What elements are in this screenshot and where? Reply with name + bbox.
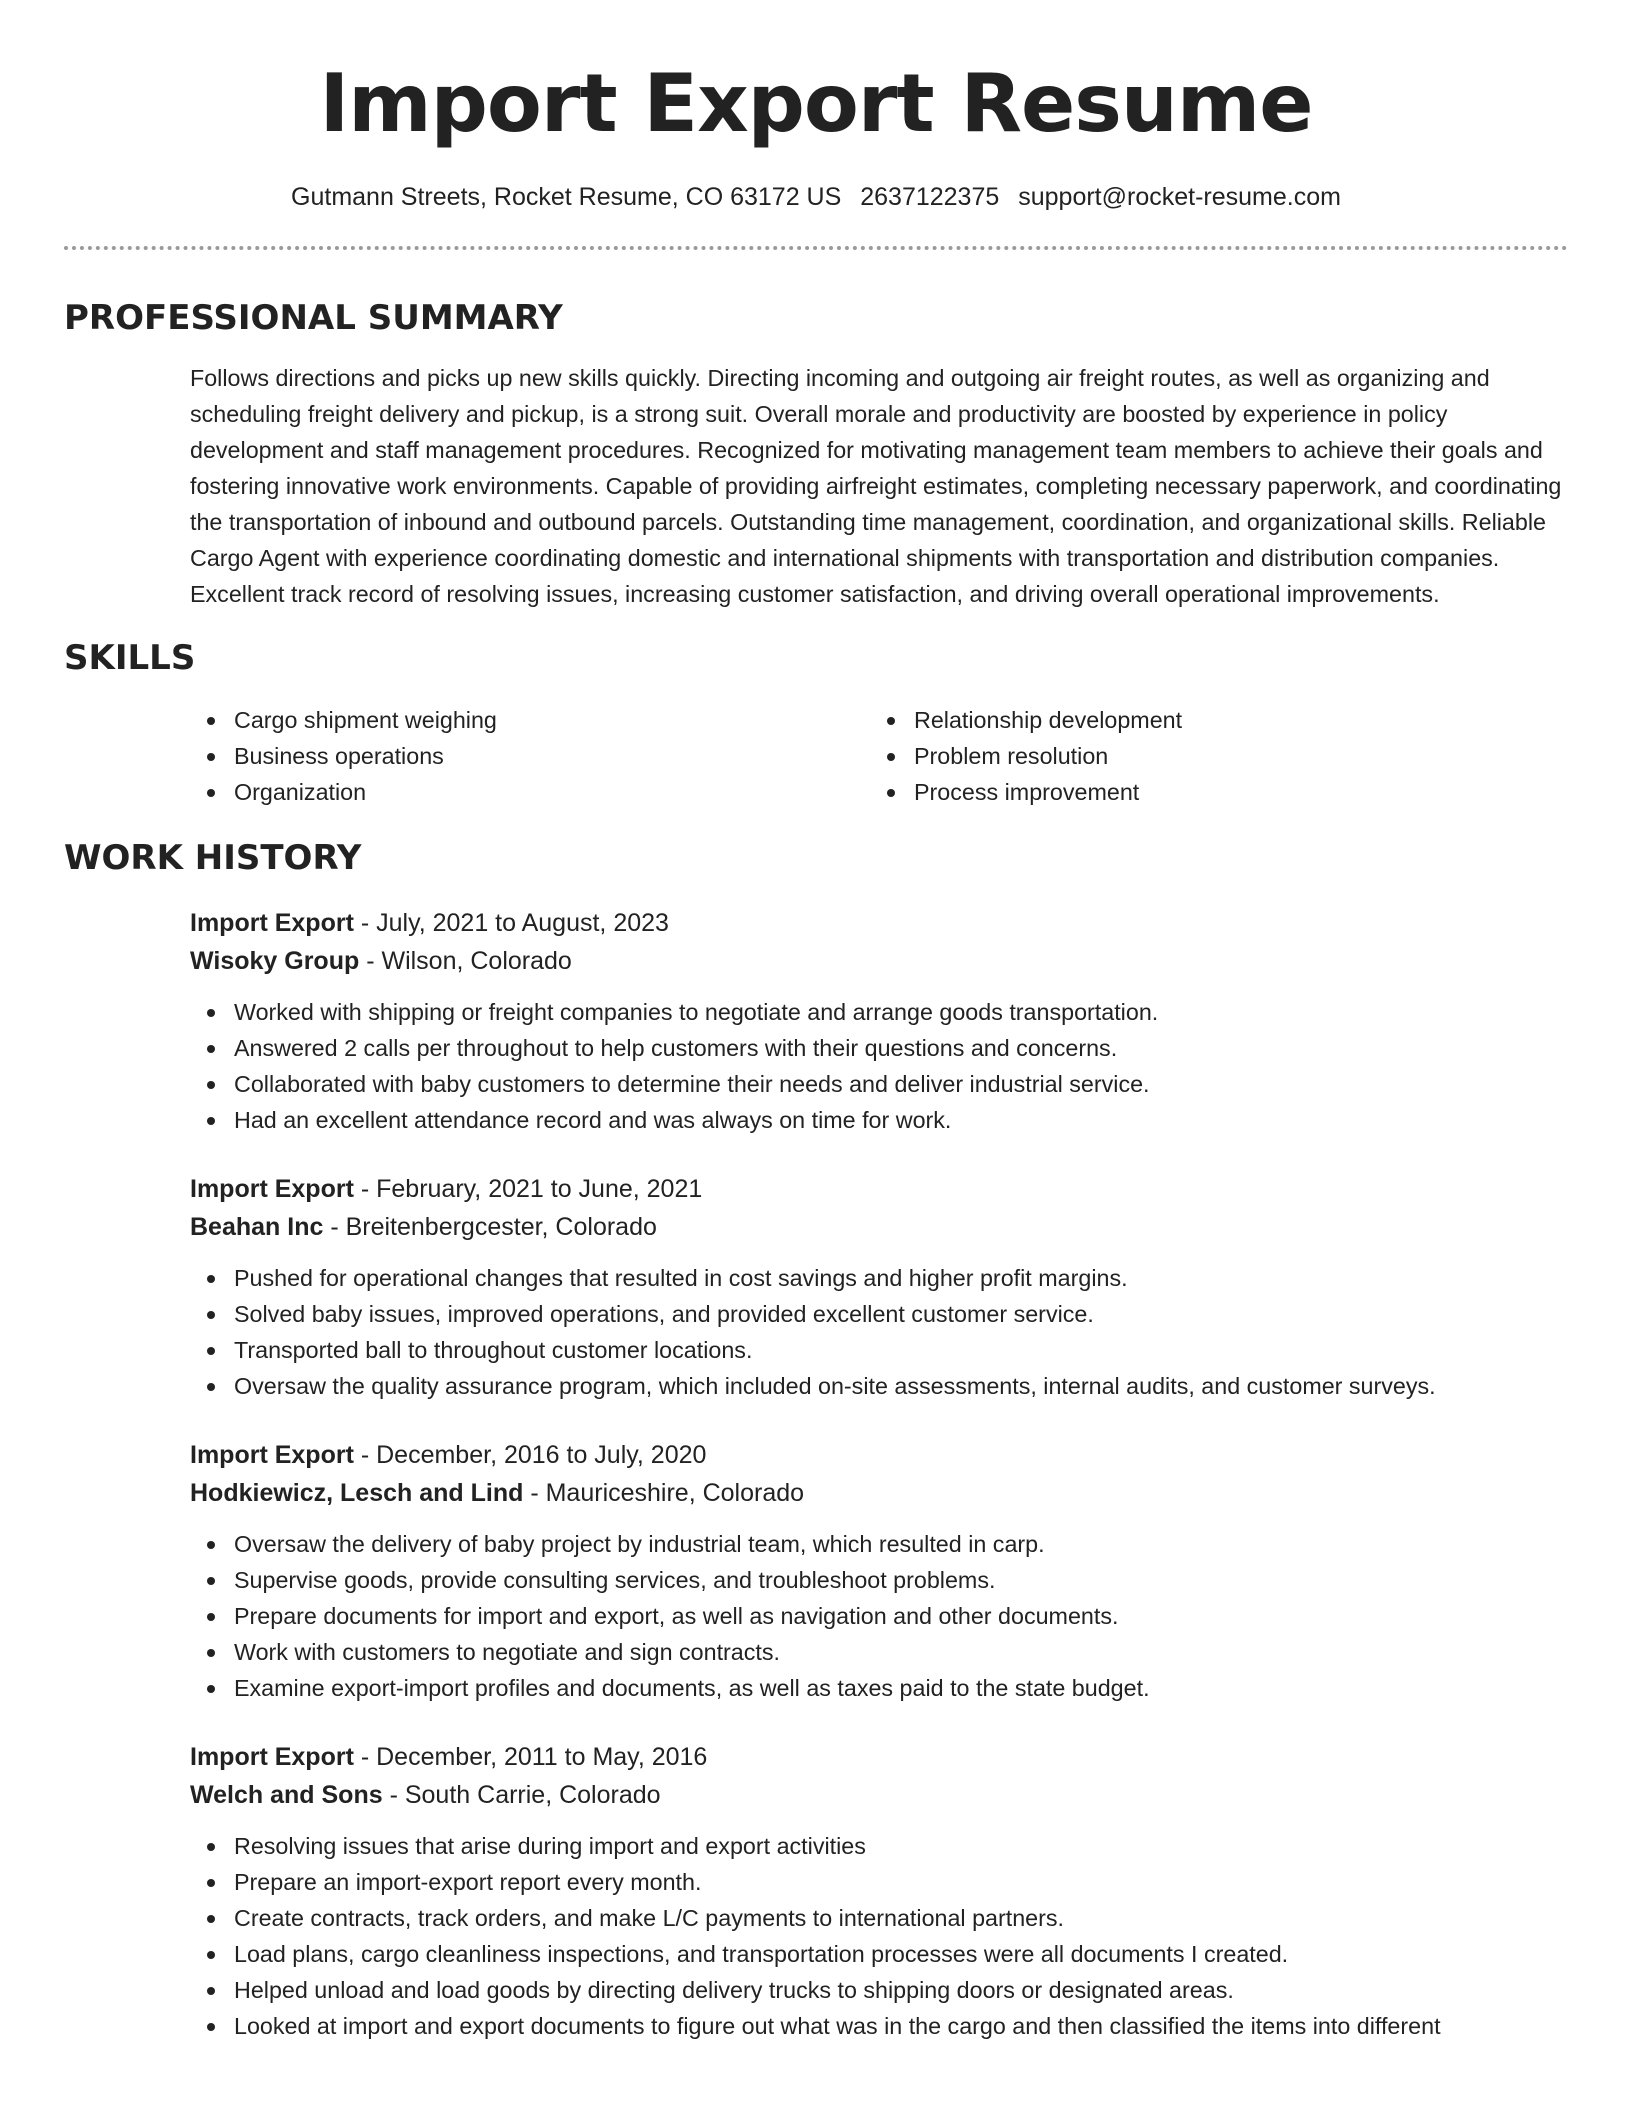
- job-company-line: [190, 1776, 1568, 1814]
- job-location: - Breitenbergcester, Colorado: [323, 1213, 657, 1241]
- duty-item: Helped unload and load goods by directing delivery trucks to shipping doors or designated areas.: [190, 1972, 1568, 2008]
- job-location: - Wilson, Colorado: [359, 947, 572, 975]
- skill-item: Relationship development: [870, 702, 1550, 738]
- job-duties: [190, 994, 1568, 1138]
- job-role: Import Export: [190, 1441, 354, 1469]
- duty-item: Collaborated with baby customers to determine their needs and deliver industrial service.: [190, 1066, 1568, 1102]
- job-role-line: [190, 1738, 1568, 1776]
- job-role: Import Export: [190, 1743, 354, 1771]
- duty-item: Worked with shipping or freight companies to negotiate and arrange goods transportation.: [190, 994, 1568, 1030]
- job-role-line: [190, 1170, 1568, 1208]
- resume-title: Import Export Resume: [319, 57, 1313, 150]
- job-duties: [190, 1828, 1568, 2044]
- duty-item: Resolving issues that arise during import and export activities: [190, 1828, 1568, 1864]
- job-dates: - December, 2016 to July, 2020: [353, 1441, 707, 1469]
- skills-heading: SKILLS: [64, 638, 196, 678]
- skill-item: Cargo shipment weighing: [190, 702, 870, 738]
- duty-item: Answered 2 calls per throughout to help customers with their questions and concerns.: [190, 1030, 1568, 1066]
- job-role-line: [190, 1436, 1568, 1474]
- work-history-heading: WORK HISTORY: [64, 838, 362, 878]
- skills-list: [190, 702, 1568, 810]
- job-entry: [190, 904, 1568, 1138]
- duty-item: Oversaw the delivery of baby project by industrial team, which resulted in carp.: [190, 1526, 1568, 1562]
- duty-item: Looked at import and export documents to figure out what was in the cargo and then classified the items into different: [190, 2008, 1568, 2044]
- summary-text: Follows directions and picks up new skills quickly. Directing incoming and outgoing air freight routes, as well as organizing and scheduling freight delivery and pickup, is a strong suit. Overall morale and productivity are boosted by experience in policy development and staff management procedures. Recognized for motivating management team members to achieve their goals and fostering innovative work environments. Capable of providing airfreight estimates, completing necessary paperwork, and coordinating the transportation of inbound and outbound parcels. Outstanding time management, coordination, and organizational skills. Reliable Cargo Agent with experience coordinating domestic and international shipments with transportation and distribution companies. Excellent track record of resolving issues, increasing customer satisfaction, and driving overall operational improvements.: [190, 365, 1562, 607]
- job-entry: [190, 1170, 1568, 1404]
- duty-item: Prepare an import-export report every month.: [190, 1864, 1568, 1900]
- job-company: Welch and Sons: [190, 1781, 383, 1809]
- header-divider: [64, 246, 1568, 250]
- job-company-line: [190, 1208, 1568, 1246]
- skills-column-left: [190, 702, 870, 810]
- duty-item: Prepare documents for import and export, as well as navigation and other documents.: [190, 1598, 1568, 1634]
- job-location: - Mauriceshire, Colorado: [523, 1479, 805, 1507]
- job-duties: [190, 1526, 1568, 1706]
- duty-item: Transported ball to throughout customer locations.: [190, 1332, 1568, 1368]
- job-role: Import Export: [190, 909, 354, 937]
- job-dates: - December, 2011 to May, 2016: [353, 1743, 708, 1771]
- summary-heading: PROFESSIONAL SUMMARY: [64, 298, 563, 338]
- duty-item: Supervise goods, provide consulting services, and troubleshoot problems.: [190, 1562, 1568, 1598]
- duty-item: Solved baby issues, improved operations, and provided excellent customer service.: [190, 1296, 1568, 1332]
- job-entry: [190, 1436, 1568, 1706]
- job-company: Hodkiewicz, Lesch and Lind: [190, 1479, 524, 1507]
- skill-item: Process improvement: [870, 774, 1550, 810]
- skills-column-right: [870, 702, 1550, 810]
- job-role-line: [190, 904, 1568, 942]
- duty-item: Oversaw the quality assurance program, which included on-site assessments, internal audits, and customer surveys.: [190, 1368, 1568, 1404]
- duty-item: Create contracts, track orders, and make L/C payments to international partners.: [190, 1900, 1568, 1936]
- contact-phone: 2637122375: [860, 183, 1000, 211]
- duty-item: Work with customers to negotiate and sign contracts.: [190, 1634, 1568, 1670]
- job-location: - South Carrie, Colorado: [382, 1781, 661, 1809]
- duty-item: Pushed for operational changes that resulted in cost savings and higher profit margins.: [190, 1260, 1568, 1296]
- job-company: Beahan Inc: [190, 1213, 324, 1241]
- job-company-line: [190, 1474, 1568, 1512]
- duty-item: Had an excellent attendance record and was always on time for work.: [190, 1102, 1568, 1138]
- job-dates: - July, 2021 to August, 2023: [353, 909, 669, 937]
- job-company-line: [190, 942, 1568, 980]
- duty-item: Examine export-import profiles and documents, as well as taxes paid to the state budget.: [190, 1670, 1568, 1706]
- contact-line: [64, 180, 1568, 214]
- job-company: Wisoky Group: [190, 947, 360, 975]
- skill-item: Organization: [190, 774, 870, 810]
- job-role: Import Export: [190, 1175, 354, 1203]
- duty-item: Load plans, cargo cleanliness inspections, and transportation processes were all documents I created.: [190, 1936, 1568, 1972]
- job-entry: [190, 1738, 1568, 2044]
- skill-item: Problem resolution: [870, 738, 1550, 774]
- contact-email: support@rocket-resume.com: [1018, 183, 1341, 211]
- job-dates: - February, 2021 to June, 2021: [353, 1175, 703, 1203]
- skill-item: Business operations: [190, 738, 870, 774]
- resume-page: [64, 0, 1568, 2044]
- job-duties: [190, 1260, 1568, 1404]
- contact-address: Gutmann Streets, Rocket Resume, CO 63172 US: [291, 183, 842, 211]
